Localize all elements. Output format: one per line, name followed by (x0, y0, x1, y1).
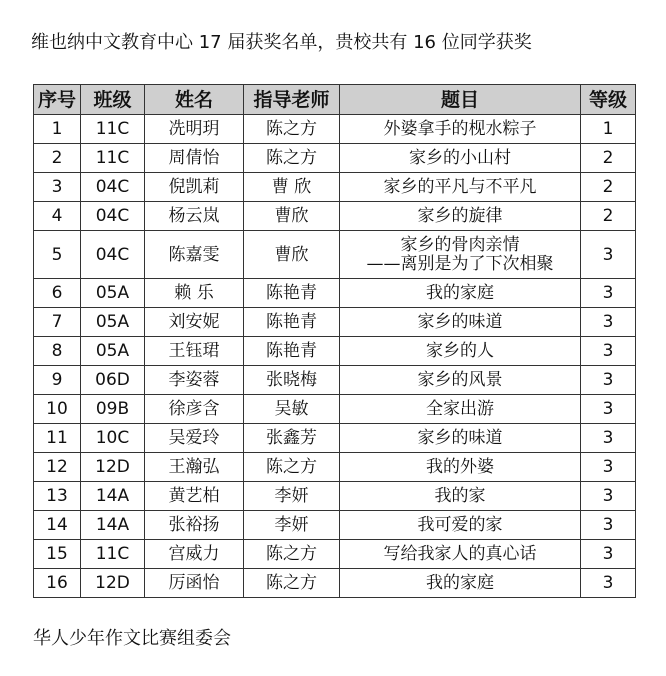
table-row (34, 395, 636, 424)
cell-name: 倪凯莉 (145, 173, 244, 202)
topic-line: 我的家庭 (426, 572, 494, 593)
award-table-body (34, 115, 636, 598)
cell-topic (340, 231, 581, 279)
cell-class: 09B (81, 395, 145, 424)
header-class: 班级 (81, 85, 145, 115)
header-no: 序号 (34, 85, 81, 115)
cell-grade: 3 (581, 337, 636, 366)
cell-name: 吴爱玲 (145, 424, 244, 453)
cell-teacher: 张鑫芳 (244, 424, 340, 453)
table-row (34, 231, 636, 279)
cell-grade: 1 (581, 115, 636, 144)
cell-topic (340, 337, 581, 366)
cell-grade: 3 (581, 540, 636, 569)
cell-name: 王瀚弘 (145, 453, 244, 482)
cell-name: 宫威力 (145, 540, 244, 569)
cell-topic (340, 453, 581, 482)
cell-name: 厉函怡 (145, 569, 244, 598)
cell-topic (340, 366, 581, 395)
cell-no: 14 (34, 511, 81, 540)
cell-grade: 3 (581, 453, 636, 482)
cell-topic (340, 144, 581, 173)
cell-name: 徐彦含 (145, 395, 244, 424)
table-row (34, 569, 636, 598)
header-topic: 题目 (340, 85, 581, 115)
cell-class: 05A (81, 279, 145, 308)
table-header-row (34, 85, 636, 115)
cell-teacher: 张晓梅 (244, 366, 340, 395)
cell-grade: 2 (581, 202, 636, 231)
cell-class: 10C (81, 424, 145, 453)
cell-class: 11C (81, 144, 145, 173)
award-table (33, 84, 636, 598)
cell-name: 黄艺柏 (145, 482, 244, 511)
cell-grade: 3 (581, 231, 636, 279)
cell-no: 6 (34, 279, 81, 308)
cell-topic (340, 395, 581, 424)
table-row (34, 511, 636, 540)
cell-class: 06D (81, 366, 145, 395)
cell-teacher: 陈之方 (244, 569, 340, 598)
topic-line: 我的外婆 (426, 456, 494, 477)
header-grade: 等级 (581, 85, 636, 115)
cell-topic (340, 540, 581, 569)
cell-class: 12D (81, 453, 145, 482)
table-row (34, 173, 636, 202)
cell-grade: 3 (581, 308, 636, 337)
topic-line: 家乡的人 (426, 340, 494, 361)
cell-grade: 3 (581, 482, 636, 511)
table-row (34, 424, 636, 453)
table-row (34, 144, 636, 173)
cell-name: 杨云岚 (145, 202, 244, 231)
cell-class: 11C (81, 540, 145, 569)
cell-class: 11C (81, 115, 145, 144)
topic-line: 我的家 (434, 485, 486, 506)
cell-grade: 3 (581, 424, 636, 453)
table-row (34, 337, 636, 366)
cell-grade: 3 (581, 569, 636, 598)
cell-class: 04C (81, 173, 145, 202)
cell-teacher: 吴敏 (244, 395, 340, 424)
cell-topic (340, 569, 581, 598)
topic-line: 我可爱的家 (417, 514, 503, 535)
cell-class: 05A (81, 308, 145, 337)
cell-no: 7 (34, 308, 81, 337)
cell-no: 10 (34, 395, 81, 424)
cell-no: 12 (34, 453, 81, 482)
cell-teacher: 陈艳青 (244, 337, 340, 366)
table-row (34, 202, 636, 231)
cell-topic (340, 202, 581, 231)
topic-line: 写给我家人的真心话 (383, 543, 537, 564)
cell-grade: 3 (581, 511, 636, 540)
table-row (34, 115, 636, 144)
table-row (34, 366, 636, 395)
topic-line: 家乡的味道 (417, 427, 503, 448)
cell-no: 15 (34, 540, 81, 569)
cell-class: 14A (81, 511, 145, 540)
cell-teacher: 李妍 (244, 511, 340, 540)
cell-name: 刘安妮 (145, 308, 244, 337)
table-row (34, 540, 636, 569)
cell-topic (340, 115, 581, 144)
cell-grade: 3 (581, 395, 636, 424)
cell-class: 05A (81, 337, 145, 366)
cell-name: 王钰珺 (145, 337, 244, 366)
topic-line: 家乡的骨肉亲情 (400, 234, 520, 255)
table-row (34, 308, 636, 337)
cell-name: 张裕扬 (145, 511, 244, 540)
cell-topic (340, 424, 581, 453)
cell-grade: 2 (581, 173, 636, 202)
cell-topic (340, 482, 581, 511)
topic-line: 家乡的平凡与不平凡 (383, 176, 537, 197)
cell-no: 13 (34, 482, 81, 511)
topic-line: 家乡的旋律 (417, 205, 503, 226)
topic-line: 我的家庭 (426, 282, 494, 303)
cell-topic (340, 308, 581, 337)
table-row (34, 453, 636, 482)
cell-no: 11 (34, 424, 81, 453)
cell-class: 04C (81, 202, 145, 231)
table-row (34, 482, 636, 511)
cell-teacher: 陈之方 (244, 540, 340, 569)
topic-line: ——离别是为了下次相聚 (366, 253, 554, 274)
topic-line: 家乡的风景 (417, 369, 503, 390)
cell-name: 李姿蓉 (145, 366, 244, 395)
cell-topic (340, 279, 581, 308)
cell-no: 8 (34, 337, 81, 366)
header-teacher: 指导老师 (244, 85, 340, 115)
cell-no: 3 (34, 173, 81, 202)
header-name: 姓名 (145, 85, 244, 115)
cell-no: 2 (34, 144, 81, 173)
cell-no: 1 (34, 115, 81, 144)
cell-teacher: 陈之方 (244, 453, 340, 482)
cell-teacher: 陈之方 (244, 144, 340, 173)
cell-name: 冼明玥 (145, 115, 244, 144)
organizer-footer: 华人少年作文比赛组委会 (33, 628, 231, 649)
cell-topic (340, 511, 581, 540)
cell-topic (340, 173, 581, 202)
cell-name: 陈嘉雯 (145, 231, 244, 279)
topic-line: 全家出游 (426, 398, 494, 419)
cell-teacher: 陈艳青 (244, 308, 340, 337)
cell-no: 4 (34, 202, 81, 231)
cell-teacher: 陈艳青 (244, 279, 340, 308)
cell-grade: 3 (581, 366, 636, 395)
cell-name: 周倩怡 (145, 144, 244, 173)
cell-no: 5 (34, 231, 81, 279)
cell-class: 12D (81, 569, 145, 598)
cell-teacher: 曹欣 (244, 202, 340, 231)
cell-teacher: 曹 欣 (244, 173, 340, 202)
cell-class: 14A (81, 482, 145, 511)
topic-line: 家乡的味道 (417, 311, 503, 332)
cell-teacher: 李妍 (244, 482, 340, 511)
topic-line: 外婆拿手的枧水粽子 (383, 118, 537, 139)
cell-grade: 3 (581, 279, 636, 308)
table-row (34, 279, 636, 308)
cell-no: 9 (34, 366, 81, 395)
cell-teacher: 曹欣 (244, 231, 340, 279)
cell-teacher: 陈之方 (244, 115, 340, 144)
document-title: 维也纳中文教育中心 17 届获奖名单，贵校共有 16 位同学获奖 (31, 32, 532, 53)
cell-grade: 2 (581, 144, 636, 173)
cell-class: 04C (81, 231, 145, 279)
cell-no: 16 (34, 569, 81, 598)
cell-name: 赖 乐 (145, 279, 244, 308)
topic-line: 家乡的小山村 (409, 147, 511, 168)
